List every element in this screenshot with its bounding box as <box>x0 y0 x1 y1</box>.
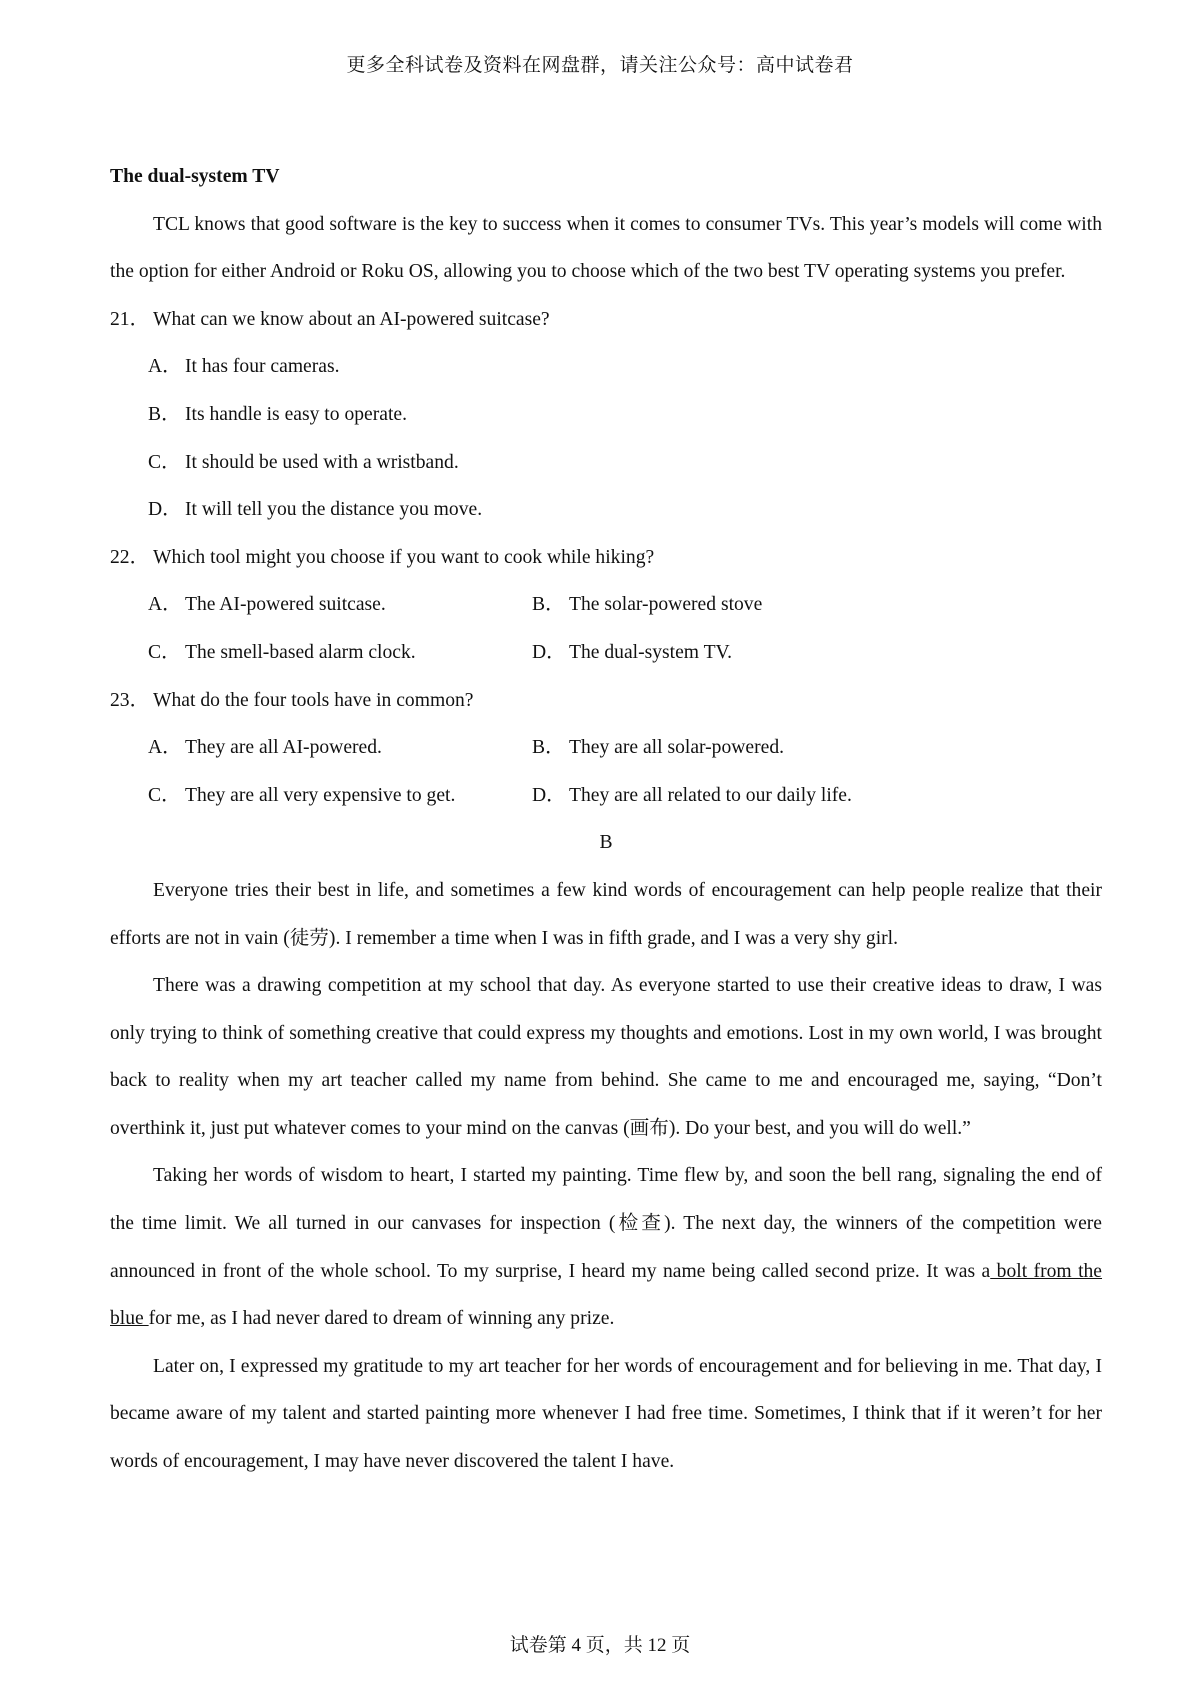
option-text: The solar-powered stove <box>569 594 763 616</box>
option-letter: C． <box>148 784 181 806</box>
option-text: Its handle is easy to operate. <box>185 403 407 425</box>
option-text: They are all solar-powered. <box>569 737 785 759</box>
question-23 <box>110 677 1102 725</box>
option-23-c <box>148 772 532 820</box>
section-title: The dual-system TV <box>110 166 280 187</box>
question-22 <box>110 534 1102 582</box>
paragraph-text: for me, as I had never dared to dream of winning any prize. <box>148 1308 615 1330</box>
question-stem: Which tool might you choose if you want to cook while hiking? <box>153 546 655 568</box>
option-23-a <box>148 724 532 772</box>
option-21-b <box>110 391 1102 439</box>
option-letter: B． <box>532 737 565 759</box>
options-23-cd <box>110 772 1102 820</box>
page-footer: 试卷第 4 页，共 12 页 <box>509 1635 691 1656</box>
option-21-c <box>110 439 1102 487</box>
question-number: 21． <box>110 308 150 330</box>
passage-paragraph-2: There was a drawing competition at my school that day. As everyone started to use their creative ideas to draw, I was only trying to think of something creative that could express my thoughts and emotions. Lost in my own world, I was brought back to reality when my art teacher called my name from behind. She came to me and encouraged me, saying, “Don’t overthink it, just put whatever comes to your mind on the canvas (画布). Do your best, and you will do well.” <box>110 975 1102 1139</box>
option-21-a <box>110 343 1102 391</box>
option-text: They are all very expensive to get. <box>185 784 456 806</box>
option-text: The AI-powered suitcase. <box>185 594 386 616</box>
option-text: They are all related to our daily life. <box>569 784 852 806</box>
page-content <box>110 153 1102 1486</box>
option-text: It will tell you the distance you move. <box>185 499 483 521</box>
question-21 <box>110 296 1102 344</box>
option-letter: A． <box>148 737 182 759</box>
question-stem: What can we know about an AI-powered suitcase? <box>153 308 550 330</box>
underlined-phrase: bolt from the blue <box>110 1260 1103 1330</box>
option-letter: D． <box>148 499 182 521</box>
options-23-ab <box>110 724 1102 772</box>
section-body: TCL knows that good software is the key to success when it comes to consumer TVs. This year’s models will come with the option for either Android or Roku OS, allowing you to choose which of the two best TV operating systems you prefer. <box>110 213 1102 283</box>
option-letter: D． <box>532 784 566 806</box>
question-stem: What do the four tools have in common? <box>153 689 474 711</box>
part-b-label: B <box>599 832 613 854</box>
option-letter: B． <box>532 594 565 616</box>
option-text: The smell-based alarm clock. <box>185 641 416 663</box>
option-letter: D． <box>532 641 566 663</box>
option-22-a <box>148 581 532 629</box>
option-22-b <box>532 581 916 629</box>
passage-paragraph-3 <box>110 1152 1102 1342</box>
option-22-d <box>532 629 916 677</box>
option-letter: C． <box>148 641 181 663</box>
option-text: It should be used with a wristband. <box>185 451 459 473</box>
passage-paragraph-1: Everyone tries their best in life, and sometimes a few kind words of encouragement can help people realize that their efforts are not in vain (徒劳). I remember a time when I was in fifth grade, and I was a very shy girl. <box>110 879 1102 949</box>
option-letter: A． <box>148 594 182 616</box>
options-22-cd <box>110 629 1102 677</box>
option-letter: A． <box>148 356 182 378</box>
passage-paragraph-4: Later on, I expressed my gratitude to my art teacher for her words of encouragement and for believing in me. That day, I became aware of my talent and started painting more whenever I had free time. Sometimes, I think that if it weren’t for her words of encouragement, I may have never discovered the talent I have. <box>110 1355 1102 1473</box>
paragraph-text: Taking her words of wisdom to heart, I started my painting. Time flew by, and soon the bell rang, signaling the end of the time limit. We all turned in our canvases for inspection (检查). The next day, the winners of the competition were announced in front of the whole school. To my surprise, I heard my name being called second prize. It was a <box>110 1165 1102 1282</box>
header-note: 更多全科试卷及资料在网盘群，请关注公众号：高中试卷君 <box>346 55 854 76</box>
option-text: It has four cameras. <box>185 356 340 378</box>
option-text: They are all AI-powered. <box>185 737 382 759</box>
option-text: The dual-system TV. <box>569 641 733 663</box>
options-22-ab <box>110 581 1102 629</box>
option-letter: B． <box>148 403 181 425</box>
option-letter: C． <box>148 451 181 473</box>
question-number: 22． <box>110 546 150 568</box>
option-22-c <box>148 629 532 677</box>
option-23-d <box>532 772 916 820</box>
question-number: 23． <box>110 689 150 711</box>
option-21-d <box>110 486 1102 534</box>
option-23-b <box>532 724 916 772</box>
